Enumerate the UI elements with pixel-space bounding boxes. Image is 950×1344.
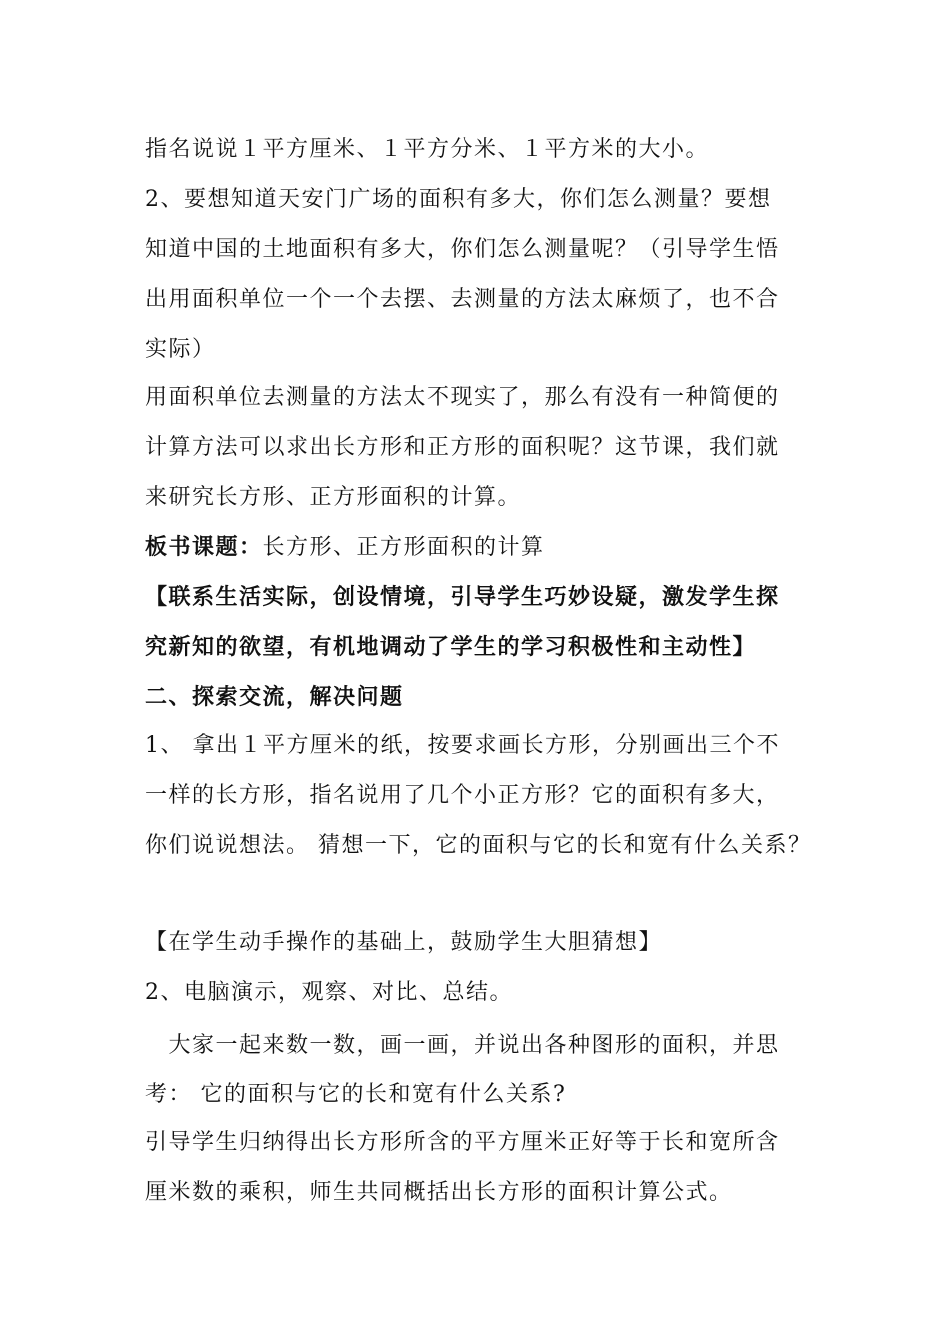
paragraph-line: 一样的长方形，指名说用了几个小正方形？它的面积有多大， [145,783,780,808]
paragraph-line: 计算方法可以求出长方形和正方形的面积呢？这节课，我们就 [145,435,780,460]
paragraph-line: 来研究长方形、正方形面积的计算。 [145,485,522,510]
paragraph-line: 知道中国的土地面积有多大，你们怎么测量呢？（引导学生悟 [145,237,780,262]
paragraph-line: 出用面积单位一个一个去摆、去测量的方法太麻烦了，也不合 [145,287,780,312]
blackboard-label: 板书课题： [145,535,263,560]
paragraph-line: 考： 它的面积与它的长和宽有什么关系? [145,1082,567,1107]
paragraph-line: 实际） [145,337,216,362]
blackboard-title-line [145,533,825,563]
paragraph-line: 2、要想知道天安门广场的面积有多大，你们怎么测量？要想 [145,187,772,212]
paragraph-line: 2、电脑演示，观察、对比、总结。 [145,980,513,1005]
paragraph-line: 厘米数的乘积，师生共同概括出长方形的面积计算公式。 [145,1180,733,1205]
blackboard-title: 长方形、正方形面积的计算 [262,535,545,560]
paragraph-line: 你们说说想法。 猜想一下，它的面积与它的长和宽有什么关系？ [145,833,812,858]
paragraph-line: 引导学生归纳得出长方形所含的平方厘米正好等于长和宽所含 [145,1130,780,1155]
commentary-line: 【联系生活实际，创设情境，引导学生巧妙设疑，激发学生探 [145,585,780,610]
paragraph-line: 用面积单位去测量的方法太不现实了，那么有没有一种简便的 [145,385,780,410]
commentary-line: 【在学生动手操作的基础上，鼓励学生大胆猜想】 [145,930,663,955]
paragraph-line: 指名说说１平方厘米、１平方分米、１平方米的大小。 [145,137,710,162]
paragraph-line: 1、 拿出１平方厘米的纸，按要求画长方形，分别画出三个不 [145,733,780,758]
section-heading: 二、探索交流，解决问题 [145,685,404,710]
paragraph-line: 大家一起来数一数，画一画，并说出各种图形的面积，并思 [145,1033,780,1058]
commentary-line: 究新知的欲望，有机地调动了学生的学习积极性和主动性】 [145,635,757,660]
